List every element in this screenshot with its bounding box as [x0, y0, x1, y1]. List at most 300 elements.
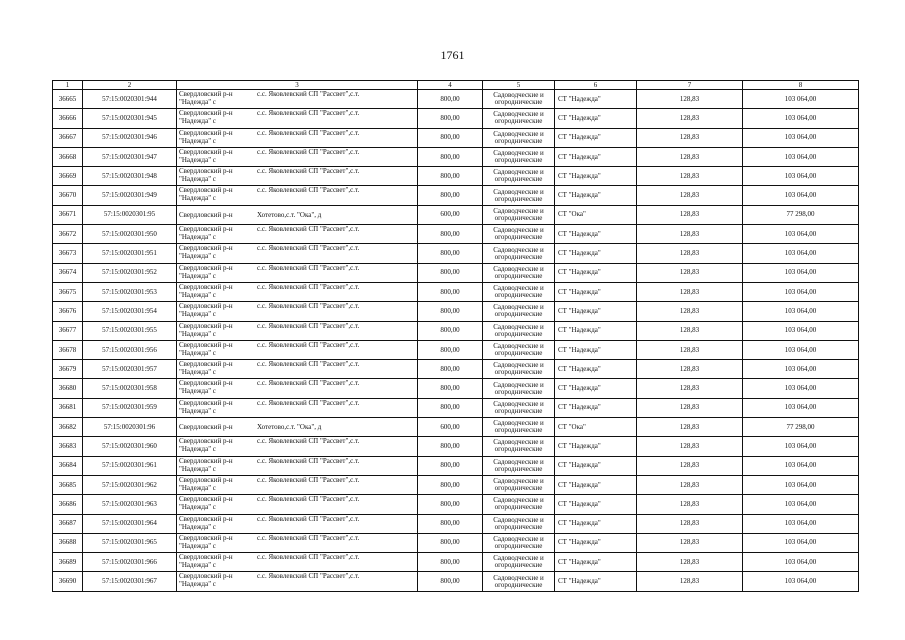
row-number: 36689	[53, 553, 83, 572]
row-number: 36677	[53, 321, 83, 340]
table-row	[53, 456, 859, 475]
owner: СТ "Надежда"	[555, 282, 637, 301]
locality: с.с. Яковлевский СП "Рассвет",с.т.	[257, 398, 360, 407]
rate: 128,83	[637, 553, 743, 572]
cadastral-value: 103 064,00	[743, 225, 859, 244]
cadastral-value: 103 064,00	[743, 167, 859, 186]
cadastral-value: 103 064,00	[743, 572, 859, 591]
locality-continued: "Надежда" с	[179, 445, 216, 454]
cadastral-value: 103 064,00	[743, 360, 859, 379]
land-use: Садоводческие и огороднические	[483, 186, 555, 205]
land-use: Садоводческие и огороднические	[483, 128, 555, 147]
address-cell	[177, 456, 418, 475]
table-row	[53, 167, 859, 186]
row-number: 36682	[53, 418, 83, 437]
cadastral-number: 57:15:0020301:952	[83, 263, 177, 282]
locality-continued: "Надежда" с	[179, 271, 216, 280]
rate: 128,83	[637, 533, 743, 552]
row-number: 36669	[53, 167, 83, 186]
rate: 128,83	[637, 360, 743, 379]
locality-continued: "Надежда" с	[179, 464, 216, 473]
district: Свердловский р-н	[179, 553, 233, 562]
column-header: 4	[418, 81, 483, 90]
district: Свердловский р-н	[179, 321, 233, 330]
district: Свердловский р-н	[179, 360, 233, 369]
table-row	[53, 379, 859, 398]
cadastral-value: 103 064,00	[743, 90, 859, 109]
table-row	[53, 437, 859, 456]
cadastral-value: 103 064,00	[743, 128, 859, 147]
row-number: 36688	[53, 533, 83, 552]
locality: с.с. Яковлевский СП "Рассвет",с.т.	[257, 167, 360, 176]
land-use: Садоводческие и огороднические	[483, 379, 555, 398]
cadastral-number: 57:15:0020301:949	[83, 186, 177, 205]
owner: СТ "Надежда"	[555, 514, 637, 533]
district: Свердловский р-н	[179, 225, 233, 234]
locality: Хотетово,с.т. "Ока", д	[257, 423, 322, 432]
address-cell	[177, 514, 418, 533]
locality: с.с. Яковлевский СП "Рассвет",с.т.	[257, 379, 360, 388]
rate: 128,83	[637, 263, 743, 282]
district: Свердловский р-н	[179, 456, 233, 465]
locality-continued: "Надежда" с	[179, 252, 216, 261]
table-row	[53, 225, 859, 244]
owner: СТ "Надежда"	[555, 437, 637, 456]
row-number: 36683	[53, 437, 83, 456]
rate: 128,83	[637, 128, 743, 147]
owner: СТ "Надежда"	[555, 321, 637, 340]
rate: 128,83	[637, 456, 743, 475]
land-use: Садоводческие и огороднические	[483, 553, 555, 572]
address-cell	[177, 263, 418, 282]
rate: 128,83	[637, 514, 743, 533]
cadastral-number: 57:15:0020301:967	[83, 572, 177, 591]
area: 800,00	[418, 379, 483, 398]
row-number: 36687	[53, 514, 83, 533]
locality-continued: "Надежда" с	[179, 310, 216, 319]
locality-continued: "Надежда" с	[179, 580, 216, 589]
area: 800,00	[418, 186, 483, 205]
area: 800,00	[418, 437, 483, 456]
owner: СТ "Надежда"	[555, 90, 637, 109]
table-row	[53, 360, 859, 379]
area: 800,00	[418, 282, 483, 301]
cadastral-number: 57:15:0020301:944	[83, 90, 177, 109]
area: 800,00	[418, 302, 483, 321]
cadastral-number: 57:15:0020301:953	[83, 282, 177, 301]
land-use: Садоводческие и огороднические	[483, 456, 555, 475]
area: 800,00	[418, 533, 483, 552]
address-cell	[177, 205, 418, 224]
rate: 128,83	[637, 205, 743, 224]
cadastral-number: 57:15:0020301:948	[83, 167, 177, 186]
cadastral-value: 103 064,00	[743, 186, 859, 205]
row-number: 36666	[53, 109, 83, 128]
rate: 128,83	[637, 475, 743, 494]
address-cell	[177, 128, 418, 147]
table-row	[53, 533, 859, 552]
area: 800,00	[418, 167, 483, 186]
cadastral-number: 57:15:0020301:951	[83, 244, 177, 263]
locality: с.с. Яковлевский СП "Рассвет",с.т.	[257, 282, 360, 291]
area: 800,00	[418, 456, 483, 475]
owner: СТ "Надежда"	[555, 340, 637, 359]
land-use: Садоводческие и огороднические	[483, 514, 555, 533]
address-cell	[177, 186, 418, 205]
row-number: 36686	[53, 495, 83, 514]
locality: с.с. Яковлевский СП "Рассвет",с.т.	[257, 128, 360, 137]
cadastral-number: 57:15:0020301:957	[83, 360, 177, 379]
owner: СТ "Ока"	[555, 418, 637, 437]
area: 800,00	[418, 147, 483, 166]
district: Свердловский р-н	[179, 340, 233, 349]
locality: с.с. Яковлевский СП "Рассвет",с.т.	[257, 437, 360, 446]
address-cell	[177, 553, 418, 572]
row-number: 36674	[53, 263, 83, 282]
rate: 128,83	[637, 282, 743, 301]
district: Свердловский р-н	[179, 167, 233, 176]
column-header: 2	[83, 81, 177, 90]
cadastral-number: 57:15:0020301:945	[83, 109, 177, 128]
land-use: Садоводческие и огороднические	[483, 360, 555, 379]
locality-continued: "Надежда" с	[179, 406, 216, 415]
locality: с.с. Яковлевский СП "Рассвет",с.т.	[257, 90, 360, 98]
locality-continued: "Надежда" с	[179, 561, 216, 570]
locality: с.с. Яковлевский СП "Рассвет",с.т.	[257, 302, 360, 311]
cadastral-number: 57:15:0020301:954	[83, 302, 177, 321]
district: Свердловский р-н	[179, 398, 233, 407]
locality: с.с. Яковлевский СП "Рассвет",с.т.	[257, 572, 360, 581]
owner: СТ "Надежда"	[555, 533, 637, 552]
land-use: Садоводческие и огороднические	[483, 90, 555, 109]
locality: с.с. Яковлевский СП "Рассвет",с.т.	[257, 533, 360, 542]
rate: 128,83	[637, 109, 743, 128]
area: 800,00	[418, 340, 483, 359]
cadastral-number: 57:15:0020301:963	[83, 495, 177, 514]
table-row	[53, 572, 859, 591]
table-row	[53, 398, 859, 417]
cadastral-value: 103 064,00	[743, 302, 859, 321]
address-cell	[177, 360, 418, 379]
locality: с.с. Яковлевский СП "Рассвет",с.т.	[257, 553, 360, 562]
owner: СТ "Ока"	[555, 205, 637, 224]
district: Свердловский р-н	[179, 109, 233, 118]
district: Свердловский р-н	[179, 533, 233, 542]
locality-continued: "Надежда" с	[179, 290, 216, 299]
district: Свердловский р-н	[179, 437, 233, 446]
cadastral-value: 77 298,00	[743, 418, 859, 437]
locality-continued: "Надежда" с	[179, 483, 216, 492]
locality: с.с. Яковлевский СП "Рассвет",с.т.	[257, 321, 360, 330]
cadastral-value: 103 064,00	[743, 495, 859, 514]
locality: с.с. Яковлевский СП "Рассвет",с.т.	[257, 514, 360, 523]
district: Свердловский р-н	[179, 423, 233, 432]
cadastral-value: 103 064,00	[743, 398, 859, 417]
land-use: Садоводческие и огороднические	[483, 572, 555, 591]
locality-continued: "Надежда" с	[179, 329, 216, 338]
row-number: 36667	[53, 128, 83, 147]
area: 800,00	[418, 263, 483, 282]
district: Свердловский р-н	[179, 90, 233, 98]
district: Свердловский р-н	[179, 282, 233, 291]
area: 800,00	[418, 572, 483, 591]
land-use: Садоводческие и огороднические	[483, 418, 555, 437]
rate: 128,83	[637, 398, 743, 417]
row-number: 36676	[53, 302, 83, 321]
column-header: 5	[483, 81, 555, 90]
header-row	[53, 81, 859, 90]
row-number: 36681	[53, 398, 83, 417]
owner: СТ "Надежда"	[555, 186, 637, 205]
locality: с.с. Яковлевский СП "Рассвет",с.т.	[257, 186, 360, 195]
land-use: Садоводческие и огороднические	[483, 225, 555, 244]
area: 800,00	[418, 360, 483, 379]
table-row	[53, 109, 859, 128]
district: Свердловский р-н	[179, 302, 233, 311]
locality: с.с. Яковлевский СП "Рассвет",с.т.	[257, 244, 360, 253]
locality: с.с. Яковлевский СП "Рассвет",с.т.	[257, 456, 360, 465]
owner: СТ "Надежда"	[555, 379, 637, 398]
locality: с.с. Яковлевский СП "Рассвет",с.т.	[257, 109, 360, 118]
rate: 128,83	[637, 418, 743, 437]
address-cell	[177, 282, 418, 301]
owner: СТ "Надежда"	[555, 398, 637, 417]
area: 800,00	[418, 90, 483, 109]
area: 800,00	[418, 225, 483, 244]
area: 600,00	[418, 205, 483, 224]
cadastral-number: 57:15:0020301:960	[83, 437, 177, 456]
cadastral-number: 57:15:0020301:959	[83, 398, 177, 417]
locality-continued: "Надежда" с	[179, 368, 216, 377]
address-cell	[177, 379, 418, 398]
rate: 128,83	[637, 147, 743, 166]
address-cell	[177, 533, 418, 552]
address-cell	[177, 495, 418, 514]
table-row	[53, 186, 859, 205]
column-header: 1	[53, 81, 83, 90]
cadastral-value: 103 064,00	[743, 553, 859, 572]
address-cell	[177, 572, 418, 591]
address-cell	[177, 340, 418, 359]
locality-continued: "Надежда" с	[179, 117, 216, 126]
table-row	[53, 205, 859, 224]
cadastral-number: 57:15:0020301:955	[83, 321, 177, 340]
cadastral-number: 57:15:0020301:964	[83, 514, 177, 533]
owner: СТ "Надежда"	[555, 360, 637, 379]
locality: с.с. Яковлевский СП "Рассвет",с.т.	[257, 263, 360, 272]
district: Свердловский р-н	[179, 210, 233, 219]
table-row	[53, 90, 859, 109]
land-use: Садоводческие и огороднические	[483, 475, 555, 494]
rate: 128,83	[637, 572, 743, 591]
owner: СТ "Надежда"	[555, 475, 637, 494]
address-cell	[177, 321, 418, 340]
table-row	[53, 418, 859, 437]
address-cell	[177, 437, 418, 456]
locality: с.с. Яковлевский СП "Рассвет",с.т.	[257, 147, 360, 156]
table-row	[53, 514, 859, 533]
address-cell	[177, 475, 418, 494]
owner: СТ "Надежда"	[555, 495, 637, 514]
area: 800,00	[418, 109, 483, 128]
table-row	[53, 302, 859, 321]
land-use: Садоводческие и огороднические	[483, 282, 555, 301]
land-use: Садоводческие и огороднические	[483, 244, 555, 263]
district: Свердловский р-н	[179, 263, 233, 272]
cadastral-value: 103 064,00	[743, 282, 859, 301]
row-number: 36665	[53, 90, 83, 109]
cadastral-value: 103 064,00	[743, 340, 859, 359]
rate: 128,83	[637, 437, 743, 456]
cadastral-number: 57:15:0020301:966	[83, 553, 177, 572]
owner: СТ "Надежда"	[555, 167, 637, 186]
address-cell	[177, 167, 418, 186]
row-number: 36672	[53, 225, 83, 244]
row-number: 36673	[53, 244, 83, 263]
land-use: Садоводческие и огороднические	[483, 340, 555, 359]
land-use: Садоводческие и огороднические	[483, 263, 555, 282]
cadastral-value: 103 064,00	[743, 263, 859, 282]
cadastral-value: 103 064,00	[743, 514, 859, 533]
address-cell	[177, 90, 418, 109]
area: 800,00	[418, 244, 483, 263]
table-row	[53, 282, 859, 301]
rate: 128,83	[637, 379, 743, 398]
locality-continued: "Надежда" с	[179, 175, 216, 184]
district: Свердловский р-н	[179, 572, 233, 581]
address-cell	[177, 109, 418, 128]
table-row	[53, 340, 859, 359]
rate: 128,83	[637, 186, 743, 205]
cadastral-number: 57:15:0020301:965	[83, 533, 177, 552]
address-cell	[177, 398, 418, 417]
locality-continued: "Надежда" с	[179, 541, 216, 550]
owner: СТ "Надежда"	[555, 553, 637, 572]
area: 800,00	[418, 514, 483, 533]
row-number: 36685	[53, 475, 83, 494]
land-use: Садоводческие и огороднические	[483, 495, 555, 514]
land-use: Садоводческие и огороднические	[483, 321, 555, 340]
cadastral-number: 57:15:0020301:946	[83, 128, 177, 147]
locality-continued: "Надежда" с	[179, 233, 216, 242]
area: 800,00	[418, 128, 483, 147]
cadastral-value: 103 064,00	[743, 109, 859, 128]
land-use: Садоводческие и огороднические	[483, 437, 555, 456]
land-use: Садоводческие и огороднические	[483, 147, 555, 166]
table-row	[53, 495, 859, 514]
cadastral-value: 103 064,00	[743, 379, 859, 398]
area: 800,00	[418, 495, 483, 514]
column-header: 8	[743, 81, 859, 90]
cadastral-number: 57:15:0020301:961	[83, 456, 177, 475]
cadastral-value: 103 064,00	[743, 437, 859, 456]
cadastral-number: 57:15:0020301:950	[83, 225, 177, 244]
owner: СТ "Надежда"	[555, 147, 637, 166]
locality: с.с. Яковлевский СП "Рассвет",с.т.	[257, 225, 360, 234]
cadastral-number: 57:15:0020301:96	[83, 418, 177, 437]
table-body	[53, 90, 859, 592]
address-cell	[177, 225, 418, 244]
cadastral-number: 57:15:0020301:956	[83, 340, 177, 359]
owner: СТ "Надежда"	[555, 128, 637, 147]
locality-continued: "Надежда" с	[179, 136, 216, 145]
district: Свердловский р-н	[179, 495, 233, 504]
rate: 128,83	[637, 167, 743, 186]
row-number: 36680	[53, 379, 83, 398]
district: Свердловский р-н	[179, 514, 233, 523]
column-header: 6	[555, 81, 637, 90]
district: Свердловский р-н	[179, 186, 233, 195]
row-number: 36678	[53, 340, 83, 359]
cadastral-value: 103 064,00	[743, 147, 859, 166]
row-number: 36668	[53, 147, 83, 166]
rate: 128,83	[637, 244, 743, 263]
page-number: 1761	[440, 48, 465, 62]
owner: СТ "Надежда"	[555, 456, 637, 475]
district: Свердловский р-н	[179, 475, 233, 484]
row-number: 36671	[53, 205, 83, 224]
cadastral-number: 57:15:0020301:947	[83, 147, 177, 166]
column-header: 7	[637, 81, 743, 90]
owner: СТ "Надежда"	[555, 244, 637, 263]
district: Свердловский р-н	[179, 379, 233, 388]
column-header: 3	[177, 81, 418, 90]
area: 800,00	[418, 553, 483, 572]
rate: 128,83	[637, 340, 743, 359]
table-row	[53, 147, 859, 166]
address-cell	[177, 147, 418, 166]
cadastral-value: 103 064,00	[743, 533, 859, 552]
row-number: 36684	[53, 456, 83, 475]
locality: Хотетово,с.т. "Ока", д	[257, 210, 322, 219]
area: 600,00	[418, 418, 483, 437]
table-row	[53, 244, 859, 263]
land-use: Садоводческие и огороднические	[483, 302, 555, 321]
locality-continued: "Надежда" с	[179, 522, 216, 531]
cadastral-value: 77 298,00	[743, 205, 859, 224]
rate: 128,83	[637, 495, 743, 514]
cadastral-value: 103 064,00	[743, 475, 859, 494]
row-number: 36670	[53, 186, 83, 205]
cadastral-number: 57:15:0020301:95	[83, 205, 177, 224]
cadastral-number: 57:15:0020301:962	[83, 475, 177, 494]
rate: 128,83	[637, 302, 743, 321]
owner: СТ "Надежда"	[555, 572, 637, 591]
row-number: 36675	[53, 282, 83, 301]
land-use: Садоводческие и огороднические	[483, 167, 555, 186]
locality-continued: "Надежда" с	[179, 155, 216, 164]
table-row	[53, 321, 859, 340]
locality: с.с. Яковлевский СП "Рассвет",с.т.	[257, 495, 360, 504]
address-cell	[177, 418, 418, 437]
cadastral-value: 103 064,00	[743, 244, 859, 263]
land-use: Садоводческие и огороднические	[483, 398, 555, 417]
land-use: Садоводческие и огороднические	[483, 109, 555, 128]
locality-continued: "Надежда" с	[179, 194, 216, 203]
row-number: 36679	[53, 360, 83, 379]
district: Свердловский р-н	[179, 147, 233, 156]
area: 800,00	[418, 321, 483, 340]
row-number: 36690	[53, 572, 83, 591]
district: Свердловский р-н	[179, 244, 233, 253]
address-cell	[177, 302, 418, 321]
locality: с.с. Яковлевский СП "Рассвет",с.т.	[257, 340, 360, 349]
rate: 128,83	[637, 225, 743, 244]
rate: 128,83	[637, 90, 743, 109]
rate: 128,83	[637, 321, 743, 340]
locality-continued: "Надежда" с	[179, 348, 216, 357]
area: 800,00	[418, 398, 483, 417]
